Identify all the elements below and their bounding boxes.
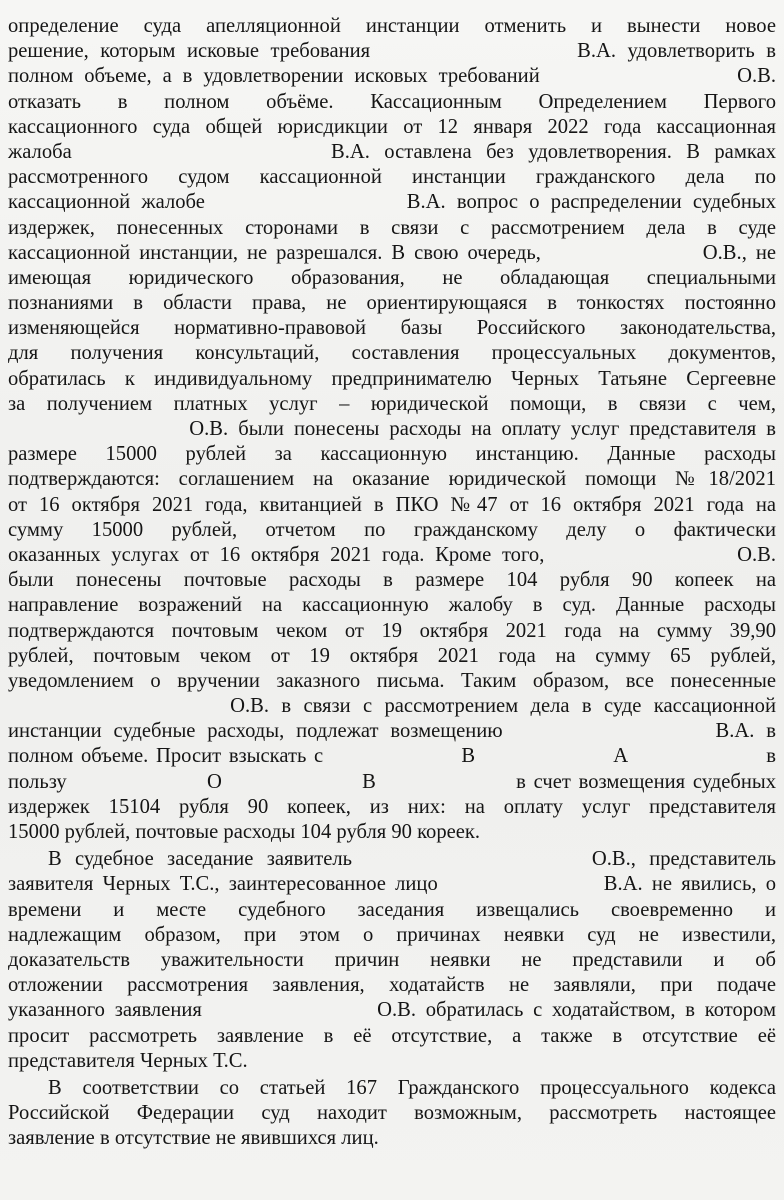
text-line: подтверждаются: соглашением на оказание юридической помощи №18/2021 — [8, 468, 776, 491]
text-line: В судебное заседание заявитель О.В., представитель — [48, 848, 776, 871]
text-line: размере 15000 рублей за кассационную инстанцию. Данные расходы — [8, 443, 776, 466]
text-line: за получением платных услуг – юридической помощи, в связи с чем, — [8, 392, 776, 415]
text-line: просит рассмотреть заявление в её отсутствие, а также в отсутствие её — [8, 1024, 776, 1047]
text-line: инстанции судебные расходы, подлежат возмещению В.А. в — [8, 720, 776, 743]
text-line: отказать в полном объёме. Кассационным Определением Первого — [8, 90, 776, 113]
document-text — [8, 14, 776, 1151]
text-line: были понесены почтовые расходы в размере 104 рубля 90 копеек на — [8, 569, 776, 592]
text-line: рублей, почтовым чеком от 19 октября 2021 года на сумму 65 рублей, — [8, 644, 776, 667]
text-line: доказательств уважительности причин неявки не представили и об — [8, 948, 776, 971]
text-line: уведомлением о вручении заказного письма. Таким образом, все понесенные — [8, 669, 776, 692]
text-line: рассмотренного судом кассационной инстанции гражданского дела по — [8, 166, 776, 189]
text-line: надлежащим образом, при этом о причинах неявки суд не известили, — [8, 923, 776, 946]
text-line: заявление в отсутствие не явившихся лиц. — [8, 1127, 379, 1150]
text-line: представителя Черных Т.С. — [8, 1049, 248, 1072]
text-line: сумму 15000 рублей, отчетом по гражданскому делу о фактически — [8, 518, 776, 541]
paragraph — [8, 847, 776, 1074]
text-line: издержек 15104 рубля 90 копеек, из них: на оплату услуг представителя — [8, 795, 776, 818]
text-line: полном объеме, а в удовлетворении исковых требований О.В. — [8, 65, 776, 88]
text-line: полном объеме. Просит взыскать с В А в — [8, 745, 776, 768]
paragraph — [8, 14, 776, 845]
text-line: времени и месте судебного заседания извещались своевременно и — [8, 898, 776, 921]
text-line: пользу О В в счет возмещения судебных — [8, 770, 776, 793]
text-line: подтверждаются почтовым чеком от 19 октября 2021 года на сумму 39,90 — [8, 619, 776, 642]
text-line: от 16 октября 2021 года, квитанцией в ПКО №47 от 16 октября 2021 года на — [8, 493, 776, 516]
text-line: указанного заявления О.В. обратилась с ходатайством, в котором — [8, 999, 776, 1022]
text-line: кассационной инстанции, не разрешался. В свою очередь, О.В., не — [8, 241, 776, 264]
text-line: кассационной жалобе В.А. вопрос о распределении судебных — [8, 191, 776, 214]
text-line: имеющая юридического образования, не обладающая специальными — [8, 266, 776, 289]
text-line: отложении рассмотрения заявления, ходатайств не заявляли, при подаче — [8, 974, 776, 997]
text-line: познаниями в области права, не ориентирующаяся в тонкостях постоянно — [8, 292, 776, 315]
text-line: изменяющейся нормативно-правовой базы Российского законодательства, — [8, 317, 776, 340]
text-line: кассационного суда общей юрисдикции от 12 января 2022 года кассационная — [8, 115, 776, 138]
text-line: О.В. в связи с рассмотрением дела в суде кассационной — [8, 695, 776, 718]
text-line: О.В. были понесены расходы на оплату услуг представителя в — [8, 418, 776, 440]
text-line: жалоба В.А. оставлена без удовлетворения. В рамках — [8, 140, 776, 163]
paragraph — [8, 1076, 776, 1152]
text-line: оказанных услугах от 16 октября 2021 года. Кроме того, О.В. — [8, 543, 776, 566]
text-line: для получения консультаций, составления процессуальных документов, — [8, 342, 776, 365]
text-line: 15000 рублей, почтовые расходы 104 рубля 90 кореек. — [8, 821, 481, 843]
text-line: В соответствии со статьей 167 Гражданского процессуального кодекса — [48, 1076, 776, 1099]
text-line: обратилась к индивидуальному предпринимателю Черных Татьяне Сергеевне — [8, 367, 776, 390]
text-line: определение суда апелляционной инстанции отменить и вынести новое — [8, 15, 776, 37]
text-line: направление возражений на кассационную жалобу в суд. Данные расходы — [8, 594, 776, 617]
text-line: издержек, понесенных сторонами в связи с рассмотрением дела в суде — [8, 216, 776, 239]
text-line: Российской Федерации суд находит возможным, рассмотреть настоящее — [8, 1102, 776, 1125]
text-line: решение, которым исковые требования В.А. удовлетворить в — [8, 40, 776, 63]
text-line: заявителя Черных Т.С., заинтересованное лицо В.А. не явились, о — [8, 873, 776, 896]
